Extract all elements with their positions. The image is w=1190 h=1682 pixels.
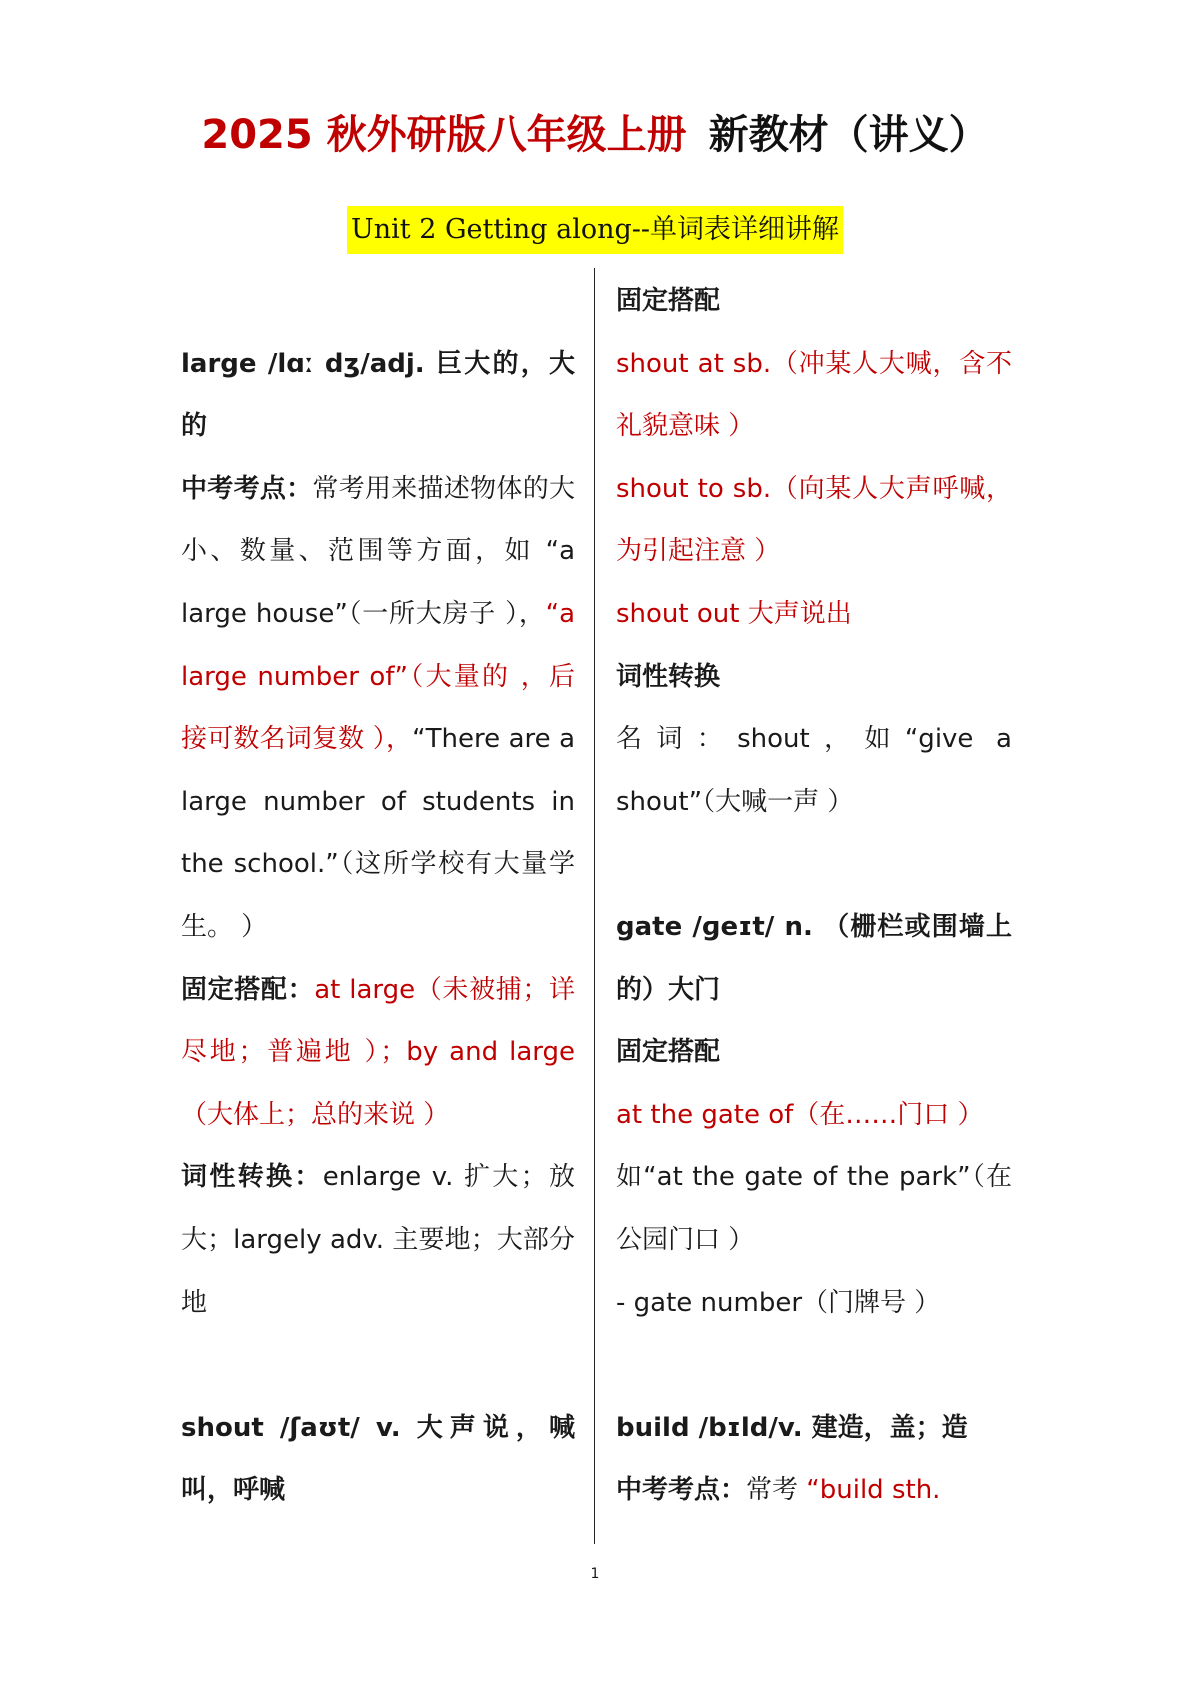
exam-red-text: “a large number of”（大量的 ，后接可数名词复数 ）， bbox=[181, 598, 575, 755]
shout-colloc-item-2: shout to sb.（向某人大声呼喊，为引起注意 ） bbox=[616, 473, 1012, 567]
build-exam-red: “build sth. bbox=[806, 1475, 941, 1506]
pos-label: 词性转换： bbox=[181, 1162, 323, 1193]
page-number: 1 bbox=[590, 1566, 600, 1582]
entry-large-pos bbox=[181, 1146, 575, 1334]
subtitle-highlighted: Unit 2 Getting along--单词表详细讲解 bbox=[347, 206, 843, 254]
shout-colloc-label: 固定搭配 bbox=[616, 286, 721, 316]
shout-colloc-item-1: shout at sb.（冲某人大喊，含不礼貌意味 ） bbox=[616, 348, 1012, 442]
left-column bbox=[181, 270, 575, 1522]
shout-pos-text: 名词：shout，如“give a shout”（大喊一声 ） bbox=[616, 724, 1012, 817]
exam-text: 常考用来描述物体的大小、数量、范围等方面，如 “a large house”（一所大房子 ）， bbox=[181, 473, 575, 629]
build-exam-label: 中考考点： bbox=[616, 1475, 747, 1506]
column-divider bbox=[594, 268, 595, 1544]
colloc-text: at large（未被捕；详尽地；普遍地 ）；by and large（大体上；总的来说 ） bbox=[181, 974, 575, 1130]
exam-label: 中考考点： bbox=[181, 473, 313, 504]
entry-large-head: large /lɑː dʒ/adj. 巨大的，大的 bbox=[181, 348, 575, 442]
entry-shout-head: shout /ʃaʊt/ v. 大声说，喊叫，呼喊 bbox=[181, 1412, 575, 1506]
shout-pos-label: 词性转换 bbox=[616, 661, 721, 692]
right-column bbox=[616, 270, 1012, 1522]
pos-text: enlarge v. 扩大；放大；largely adv. 主要地；大部分地 bbox=[181, 1162, 575, 1318]
exam-example: “There are a large number of students in the school.”（这所学校有大量学生。 ） bbox=[181, 724, 576, 942]
colloc-label: 固定搭配： bbox=[181, 974, 315, 1005]
subtitle-wrapper bbox=[0, 206, 1190, 254]
build-exam-text: 常考 bbox=[746, 1475, 807, 1506]
build-exam bbox=[616, 1459, 1012, 1522]
left-top-spacer bbox=[181, 270, 575, 333]
title-black-part: 新教材（讲义） bbox=[708, 112, 989, 158]
entry-large-colloc bbox=[181, 959, 575, 1147]
gate-colloc-item-1: at the gate of（在……门口 ） bbox=[616, 1099, 984, 1130]
shout-colloc-item-3: shout out 大声说出 bbox=[616, 598, 852, 629]
document-title bbox=[0, 108, 1190, 162]
right-entry-spacer bbox=[616, 833, 1012, 896]
entry-build-head: build /bɪld/v. 建造，盖；造 bbox=[616, 1412, 968, 1443]
entry-large-exam bbox=[181, 458, 575, 959]
entry-gate-head: gate /ɡeɪt/ n. （栅栏或围墙上的）大门 bbox=[616, 911, 1012, 1005]
gate-example: 如“at the gate of the park”（在公园门口 ） bbox=[616, 1162, 1012, 1255]
right-entry-spacer-2 bbox=[616, 1334, 1012, 1397]
title-red-part: 2025 秋外研版八年级上册 bbox=[201, 112, 687, 158]
gate-colloc-item-2: - gate number（门牌号 ） bbox=[616, 1287, 941, 1318]
left-entry-spacer bbox=[181, 1334, 575, 1397]
gate-colloc-label: 固定搭配 bbox=[616, 1037, 721, 1068]
